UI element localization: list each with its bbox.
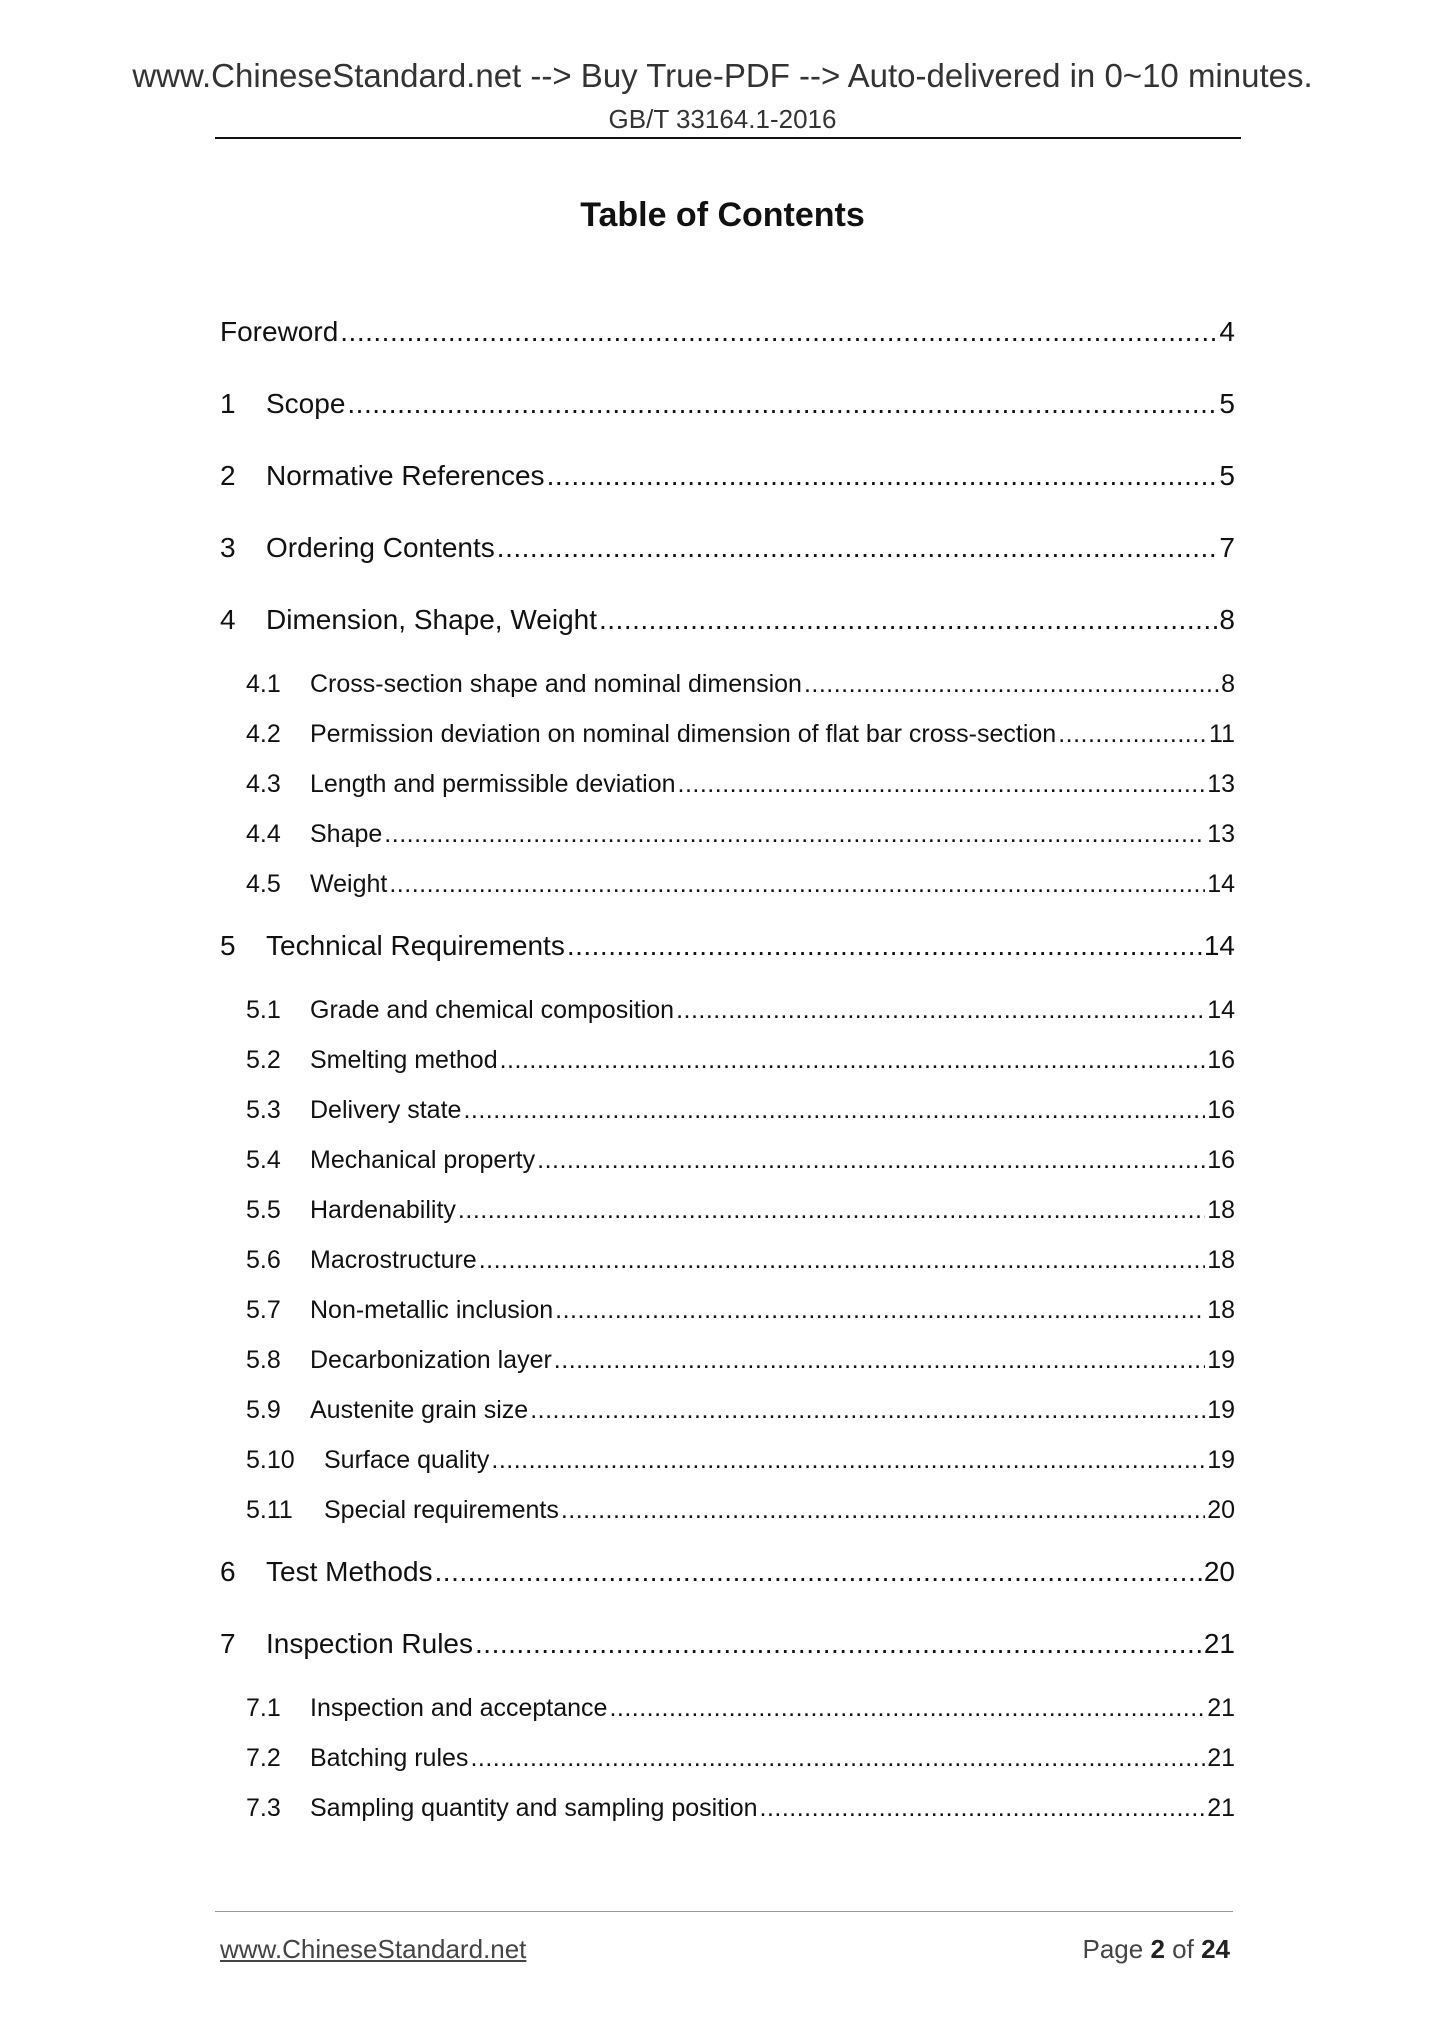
toc-entry-page: 16 (1207, 1096, 1235, 1124)
toc-entry-page: 20 (1203, 1556, 1235, 1587)
toc-entry-page: 18 (1207, 1196, 1235, 1224)
toc-dot-leader (530, 1394, 1205, 1426)
toc-dot-leader (347, 386, 1217, 422)
toc-entry-5-10[interactable] (246, 1444, 1235, 1476)
toc-entry-text: Test Methods (266, 1556, 433, 1587)
toc-dot-leader (1058, 718, 1207, 750)
toc-entry-7-1[interactable] (246, 1692, 1235, 1724)
toc-entry-text: Normative References (266, 460, 545, 491)
toc-entry-foreword[interactable] (220, 314, 1235, 350)
toc-entry-number: 7 (220, 1628, 236, 1659)
footer-divider (215, 1911, 1233, 1912)
toc-entry-5-1[interactable] (246, 994, 1235, 1026)
toc-entry-number: 7.1 (246, 1694, 281, 1722)
toc-dot-leader (547, 458, 1218, 494)
toc-entry-normative-references[interactable] (220, 458, 1235, 494)
toc-entry-number: 5.7 (246, 1296, 281, 1324)
toc-entry-page: 19 (1207, 1396, 1235, 1424)
toc-entry-text: Inspection Rules (266, 1628, 474, 1659)
toc-entry-5-5[interactable] (246, 1194, 1235, 1226)
toc-entry-inspection-rules[interactable] (220, 1626, 1235, 1662)
toc-entry-5-11[interactable] (246, 1494, 1235, 1526)
page-label: Page (1082, 1934, 1144, 1964)
toc-entry-text: Sampling quantity and sampling position (310, 1794, 758, 1822)
toc-dot-leader (470, 1742, 1205, 1774)
toc-dot-leader (491, 1444, 1205, 1476)
toc-entry-number: 5.3 (246, 1096, 281, 1124)
page-indicator (1082, 1933, 1230, 1965)
toc-entry-text: Length and permissible deviation (310, 770, 676, 798)
toc-entry-page: 21 (1207, 1694, 1235, 1722)
toc-entry-text: Smelting method (310, 1046, 498, 1074)
current-page-number: 2 (1150, 1934, 1165, 1964)
toc-entry-number: 5.9 (246, 1396, 281, 1424)
toc-entry-page: 8 (1219, 604, 1235, 635)
toc-entry-text: Mechanical property (310, 1146, 536, 1174)
toc-entry-number: 4.3 (246, 770, 281, 798)
toc-dot-leader (475, 1626, 1202, 1662)
toc-entry-page: 16 (1207, 1146, 1235, 1174)
toc-entry-text: Foreword (220, 316, 339, 347)
top-banner[interactable]: www.ChineseStandard.net --> Buy True-PDF --> Auto-delivered in 0~10 minutes. (132, 57, 1313, 94)
toc-dot-leader (384, 818, 1205, 850)
toc-entry-number: 5.2 (246, 1046, 281, 1074)
toc-dot-leader (676, 994, 1205, 1026)
toc-dot-leader (537, 1144, 1205, 1176)
document-code: GB/T 33164.1-2016 (608, 104, 837, 134)
toc-dot-leader (678, 768, 1206, 800)
toc-entry-number: 4.5 (246, 870, 281, 898)
toc-entry-page: 20 (1207, 1496, 1235, 1524)
toc-entry-text: Technical Requirements (266, 930, 565, 961)
toc-entry-number: 5.11 (246, 1496, 293, 1524)
toc-dot-leader (463, 1094, 1205, 1126)
toc-entry-number: 4.4 (246, 820, 281, 848)
toc-dot-leader (340, 314, 1217, 350)
toc-entry-page: 11 (1209, 720, 1235, 748)
toc-entry-text: Non-metallic inclusion (310, 1296, 554, 1324)
toc-entry-7-3[interactable] (246, 1792, 1235, 1824)
toc-dot-leader (609, 1692, 1205, 1724)
toc-entry-4-3[interactable] (246, 768, 1235, 800)
total-pages-number: 24 (1201, 1934, 1230, 1964)
toc-entry-number: 2 (220, 460, 236, 491)
toc-entry-7-2[interactable] (246, 1742, 1235, 1774)
toc-entry-4-1[interactable] (246, 668, 1235, 700)
toc-dot-leader (458, 1194, 1205, 1226)
toc-entry-page: 21 (1207, 1744, 1235, 1772)
toc-dot-leader (561, 1494, 1205, 1526)
toc-entry-4-5[interactable] (246, 868, 1235, 900)
toc-entry-number: 6 (220, 1556, 236, 1587)
toc-entry-5-9[interactable] (246, 1394, 1235, 1426)
toc-dot-leader (555, 1294, 1205, 1326)
toc-entry-text: Scope (266, 388, 346, 419)
toc-entry-text: Surface quality (324, 1446, 490, 1474)
toc-entry-text: Austenite grain size (310, 1396, 529, 1424)
toc-title: Table of Contents (580, 196, 865, 234)
toc-entry-text: Ordering Contents (266, 532, 495, 563)
toc-entry-page: 13 (1207, 820, 1235, 848)
toc-entry-4-2[interactable] (246, 718, 1235, 750)
toc-dot-leader (599, 602, 1217, 638)
toc-entry-5-6[interactable] (246, 1244, 1235, 1276)
toc-entry-number: 5.8 (246, 1346, 281, 1374)
toc-entry-number: 7.2 (246, 1744, 281, 1772)
toc-entry-page: 7 (1219, 532, 1235, 563)
toc-entry-technical-requirements[interactable] (220, 928, 1235, 964)
toc-entry-page: 5 (1219, 388, 1235, 419)
toc-entry-page: 21 (1207, 1794, 1235, 1822)
toc-entry-text: Shape (310, 820, 383, 848)
toc-entry-page: 14 (1207, 870, 1235, 898)
toc-entry-5-7[interactable] (246, 1294, 1235, 1326)
toc-dot-leader (479, 1244, 1205, 1276)
toc-entry-text: Permission deviation on nominal dimension of flat bar cross-section (310, 720, 1057, 748)
toc-entry-text: Special requirements (324, 1496, 559, 1524)
toc-entry-scope[interactable] (220, 386, 1235, 422)
toc-entry-page: 4 (1219, 316, 1235, 347)
header-divider (215, 137, 1241, 139)
toc-entry-page: 5 (1219, 460, 1235, 491)
toc-entry-5-8[interactable] (246, 1344, 1235, 1376)
toc-entry-text: Decarbonization layer (310, 1346, 552, 1374)
toc-entry-text: Macrostructure (310, 1246, 477, 1274)
toc-entry-page: 16 (1207, 1046, 1235, 1074)
toc-entry-number: 5.1 (246, 996, 281, 1024)
toc-entry-number: 7.3 (246, 1794, 281, 1822)
toc-entry-ordering-contents[interactable] (220, 530, 1235, 566)
toc-entry-5-4[interactable] (246, 1144, 1235, 1176)
toc-entry-text: Hardenability (310, 1196, 456, 1224)
toc-entry-number: 5.5 (246, 1196, 281, 1224)
toc-dot-leader (760, 1792, 1206, 1824)
toc-entry-page: 8 (1221, 670, 1235, 698)
toc-entry-text: Inspection and acceptance (310, 1694, 608, 1722)
toc-dot-leader (804, 668, 1219, 700)
toc-entry-page: 18 (1207, 1246, 1235, 1274)
toc-entry-number: 5.4 (246, 1146, 281, 1174)
toc-entry-text: Cross-section shape and nominal dimension (310, 670, 802, 698)
toc-entry-5-3[interactable] (246, 1094, 1235, 1126)
toc-entry-page: 19 (1207, 1346, 1235, 1374)
toc-entry-page: 14 (1203, 930, 1235, 961)
toc-entry-text: Weight (310, 870, 388, 898)
toc-dot-leader (389, 868, 1205, 900)
toc-entry-text: Delivery state (310, 1096, 462, 1124)
toc-dot-leader (567, 928, 1202, 964)
footer-website-link[interactable]: www.ChineseStandard.net (220, 1934, 527, 1964)
toc-dot-leader (497, 530, 1218, 566)
toc-entry-page: 21 (1203, 1628, 1235, 1659)
toc-entry-number: 5 (220, 930, 236, 961)
toc-entry-number: 4.1 (246, 670, 281, 698)
toc-entry-text: Dimension, Shape, Weight (266, 604, 597, 635)
toc-entry-text: Batching rules (310, 1744, 469, 1772)
toc-entry-number: 5.6 (246, 1246, 281, 1274)
toc-entry-number: 1 (220, 388, 236, 419)
toc-entry-text: Grade and chemical composition (310, 996, 675, 1024)
toc-dot-leader (435, 1554, 1202, 1590)
page-of-label: of (1172, 1934, 1194, 1964)
toc-entry-page: 13 (1207, 770, 1235, 798)
toc-entry-number: 4 (220, 604, 236, 635)
toc-dot-leader (500, 1044, 1206, 1076)
toc-entry-4-4[interactable] (246, 818, 1235, 850)
toc-entry-page: 19 (1207, 1446, 1235, 1474)
toc-entry-number: 4.2 (246, 720, 281, 748)
toc-entry-number: 5.10 (246, 1446, 295, 1474)
toc-entry-dimension-shape-weight[interactable] (220, 602, 1235, 638)
toc-entry-5-2[interactable] (246, 1044, 1235, 1076)
toc-entry-page: 18 (1207, 1296, 1235, 1324)
toc-dot-leader (554, 1344, 1205, 1376)
toc-entry-number: 3 (220, 532, 236, 563)
toc-entry-test-methods[interactable] (220, 1554, 1235, 1590)
toc-entry-page: 14 (1207, 996, 1235, 1024)
